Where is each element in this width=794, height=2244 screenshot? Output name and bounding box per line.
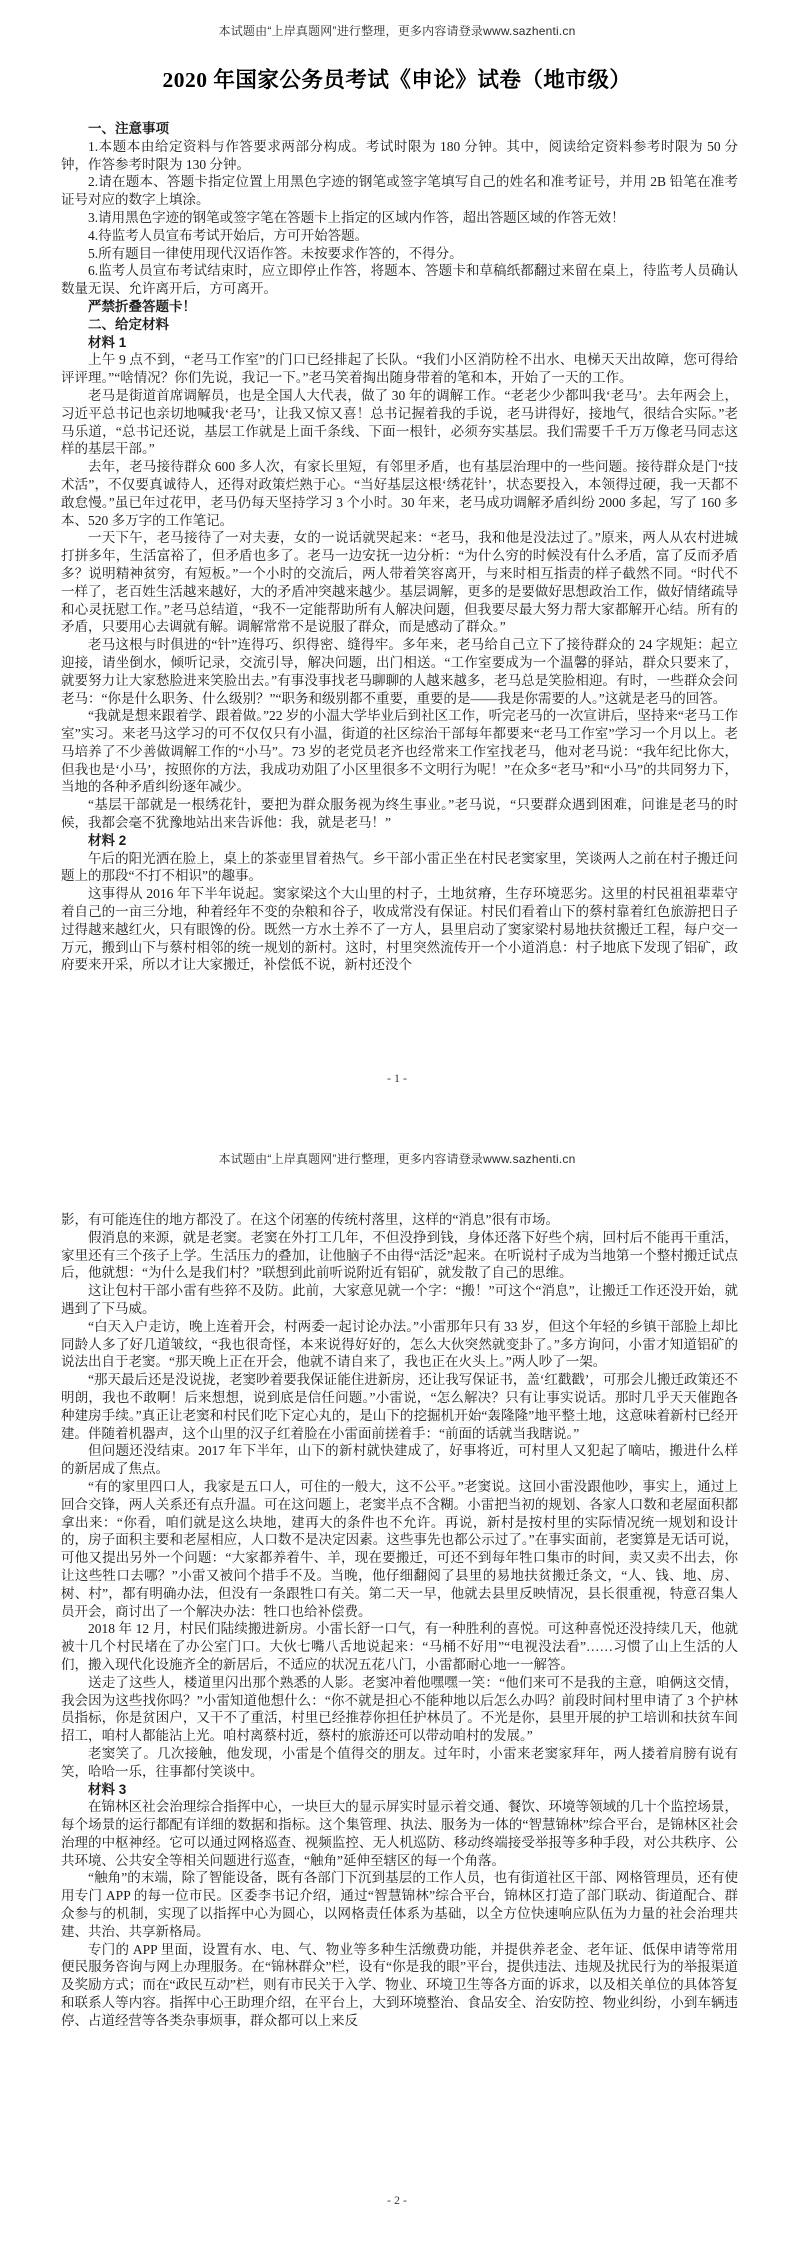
material-2-label: 材料 2 bbox=[88, 832, 127, 848]
material-3-para: 专门的 APP 里面，设置有水、电、气、物业等多种生活缴费功能，并提供养老金、老年证、低保申请等常用便民服务咨询与网上办理服务。在“锦林群众”栏，设有“你是我的眼”平台，提供违法、违规及扰民行为的举报渠道及奖励方式；而在“政民互动”栏，则有市民关于入学、物业、环境卫生等各方面的诉求，以及相关单位的具体答复和联系人等内容。指挥中心王助理介绍，在平台上，大到环境整治、食品安全、治安防控、物业纠纷，小到车辆违停、占道经营等各类杂事烦事，群众都可以上来反 bbox=[61, 1941, 738, 2028]
page-2-number: - 2 - bbox=[387, 2193, 407, 2207]
page-2-body bbox=[61, 1211, 738, 2161]
notice-item-3: 3.请用黑色字迹的钢笔或签字笔在答题卡上指定的区域内作答，超出答题区域的作答无效！ bbox=[88, 209, 625, 225]
page-1-number: - 1 - bbox=[387, 1071, 407, 1085]
notice-item-5: 5.所有题目一律使用现代汉语作答。未按要求作答的，不得分。 bbox=[88, 245, 463, 261]
notice-heading: 一、注意事项 bbox=[88, 121, 169, 136]
page-1-body bbox=[61, 120, 738, 1062]
material-2-para: 老窦笑了。几次接触，他发现，小雷是个值得交的朋友。过年时，小雷来老窦家拜年，两人搂着肩膀有说有笑，哈哈一乐，往事都付笑谈中。 bbox=[61, 1745, 738, 1779]
material-2-para: 这让包村干部小雷有些猝不及防。此前，大家意见就一个字：“搬！”可这个“消息”，让搬迁工作还没开始，就遇到了下马威。 bbox=[61, 1283, 738, 1316]
material-2-para: 假消息的来源，就是老窦。老窦在外打工几年，不但没挣到钱，身体还落下好些个病，回村后不能再干重活，家里还有三个孩子上学。生活压力的叠加，让他脑子不由得“活泛”起来。在听说村子成为当地第一个整村搬迁试点后，他就想：“为什么是我们村？”联想到此前听说附近有铝矿，就发散了自己的思维。 bbox=[61, 1229, 738, 1281]
material-2-para: 这事得从 2016 年下半年说起。窦家梁这个大山里的村子，土地贫瘠，生存环境恶劣。这里的村民祖祖辈辈守着自己的一亩三分地，种着经年不变的杂粮和谷子，收成常没有保证。村民们看着山下的蔡村靠着红色旅游把日子过得越来越红火，只有眼馋的份。既然一方水土养不了一方人，县里启动了窦家梁村易地扶贫搬迁工程，每户交一万元，搬到山下与蔡村相邻的统一规划的新村。这时，村里突然流传开一个小道消息：村子地底下发现了铝矿，政府要来开采，所以才让大家搬迁，补偿低不说，新村还没个 bbox=[61, 886, 738, 973]
page-2 bbox=[0, 1122, 794, 2244]
material-1-para: 上午 9 点不到，“老马工作室”的门口已经排起了长队。“我们小区消防栓不出水、电梯天天出故障，您可得给评评理。”“啥情况？你们先说，我记一下。”老马笑着掏出随身带着的笔和本，开始了一天的工作。 bbox=[61, 352, 738, 386]
material-2-para: 送走了这些人，楼道里闪出那个熟悉的人影。老窦冲着他嘿嘿一笑：“他们来可不是我的主意，咱俩这交情，我会因为这些找你吗？”小雷知道他想什么：“你不就是担心不能种地以后怎么办吗？前段时间村里申请了 3 个护林员指标，你是贫困户，又干不了重活，村里已经推荐你担任护林员了。不光是你，县里开展的护工培训和扶贫车间招工，咱村人都能沾上光。咱村离蔡村近，蔡村的旅游还可以带动咱村的发展。” bbox=[61, 1674, 738, 1744]
material-3-para: “触角”的末端，除了智能设备，既有各部门下沉到基层的工作人员，也有街道社区干部、网格管理员，还有使用专门 APP 的每一位市民。区委李书记介绍，通过“智慧锦林”综合平台，锦林区打造了部门联动、街道配合、群众参与的机制，实现了以指挥中心为圆心，以网格责任体系为基础，以全方位快速响应队伍为力量的社会治理共建、共治、共享新格局。 bbox=[61, 1870, 738, 1939]
materials-heading: 二、给定材料 bbox=[88, 316, 169, 332]
warning-line: 严禁折叠答题卡！ bbox=[88, 298, 196, 314]
watermark-header-2: 本试题由“上岸真题网”进行整理，更多内容请登录www.sazhenti.cn bbox=[218, 1152, 576, 1166]
material-2-para-continued: 影，有可能连住的地方都没了。在这个闭塞的传统村落里，这样的“消息”很有市场。 bbox=[61, 1212, 559, 1227]
material-2-para: 但问题还没结束。2017 年下半年，山下的新村就快建成了，好事将近，可村里人又犯起了嘀咕，搬进什么样的新居成了焦点。 bbox=[61, 1443, 738, 1477]
material-2-para: “白天入户走访，晚上连着开会，村两委一起讨论办法。”小雷那年只有 33 岁，但这个年轻的乡镇干部脸上却比同龄人多了好几道皱纹，“我也很奇怪，本来说得好好的，怎么大伙突然就变卦了。”多方询问，小雷才知道铝矿的说法出自于老窦。“那天晚上正在开会，他就不请自来了，我也正在火头上。”两人吵了一架。 bbox=[61, 1318, 738, 1370]
material-2-para: “那天最后还是没说拢，老窦吵着要我保证能住进新房，还让我写保证书，盖‘红戳戳’，可那会儿搬迁政策还不明朗，我也不敢啊！后来想想，说到底是信任问题。”小雷说，“怎么解决？只有让事实说话。那时几乎天天催跑各种建房手续。”真正让老窦和村民们吃下定心丸的，是山下的挖掘机开始“轰隆隆”地平整土地，这意味着新村已经开建。伴随着机器声，这个山里的汉子红着脸在小雷面前搓着手：“前面的话就当我瞎说。” bbox=[61, 1372, 738, 1441]
material-2-para: “有的家里四口人，我家是五口人，可住的一般大，这不公平。”老窦说。这回小雷没跟他吵，事实上，通过上回合交锋，两人关系还有点升温。可在这问题上，老窦半点不含糊。小雷把当初的规划、各家人口数和老屋面积都拿出来：“你看，咱们就是这么块地，建再大的条件也不允许。再说，新村是按村里的实际情况统一规划和设计的，房子面积主要和老屋相应，人口数不是决定因素。这些事先也都公示过了。”在事实面前，老窦算是无话可说，可他又提出另外一个问题：“大家都养着牛、羊，现在要搬迁，可还不到每年牲口集市的时间，卖又卖不出去，你让这些牲口去哪？”小雷又被问个措手不及。当晚，他仔细翻阅了县里的易地扶贫搬迁条文，“人、钱、地、房、树、村”，都有明确办法，但没有一条跟牲口有关。第二天一早，他就去县里反映情况，县长很重视，特意召集人员开会，商讨出了一个解决办法：牲口也给补偿费。 bbox=[61, 1478, 738, 1619]
material-1-para: 去年，老马接待群众 600 多人次，有家长里短，有邻里矛盾，也有基层治理中的一些问题。接待群众是门“技术活”，不仅要真诚待人，还得对政策烂熟于心。“当好基层这根‘绣花针’，状态要投入，本领得过硬，我一天都不敢怠慢。”虽已年过花甲，老马仍每天坚持学习 3 个小时。30 年来，老马成功调解矛盾纠纷 2000 多起，写了 160 多本、520 多万字的工作笔记。 bbox=[61, 459, 738, 528]
material-1-label: 材料 1 bbox=[88, 334, 127, 350]
watermark-header: 本试题由“上岸真题网”进行整理，更多内容请登录www.sazhenti.cn bbox=[218, 24, 576, 38]
material-1-para: 一天下午，老马接待了一对夫妻，女的一说话就哭起来：“老马，我和他是没法过了。”原来，两人从农村进城打拼多年，生活富裕了，但矛盾也多了。老马一边安抚一边分析：“为什么穷的时候没有什么矛盾，富了反而矛盾多？说明精神贫穷，有短板。”一个小时的交流后，两人带着笑容离开，与来时相互指责的样子截然不同。“时代不一样了，老百姓生活越来越好，大的矛盾冲突越来越少。基层调解，更多的是要做好思想政治工作，做好情绪疏导和心灵抚慰工作。”老马总结道，“我不一定能帮助所有人解决问题，但我要尽最大努力帮大家都解开心结。所有的矛盾，只要用心去调就有解。调解常常不是说服了群众，而是感动了群众。” bbox=[61, 530, 738, 635]
material-1-para: “我就是想来跟着学、跟着做。”22 岁的小温大学毕业后到社区工作，听完老马的一次宣讲后，坚持来“老马工作室”实习。来老马这学习的可不仅仅只有小温，街道的社区综治干部每年都要来“老马工作室”学习一个月以上。老马培养了不少善做调解工作的“小马”。73 岁的老党员老齐也经常来工作室找老马，他对老马说：“我年纪比你大，但我也是‘小马’，按照你的方法，我成功劝阻了小区里很多不文明行为呢！”在众多“老马”和“小马”的共同努力下，当地的各种矛盾纠纷逐年减少。 bbox=[61, 708, 738, 795]
notice-item-4: 4.待监考人员宣布考试开始后，方可开始答题。 bbox=[88, 227, 369, 243]
document-title: 2020 年国家公务员考试《申论》试卷（地市级） bbox=[162, 68, 632, 92]
notice-item-2: 2.请在题本、答题卡指定位置上用黑色字迹的钢笔或签字笔填写自己的姓名和准考证号，并用 2B 铅笔在准考证号对应的数字上填涂。 bbox=[61, 174, 738, 208]
material-1-para: 老马是街道首席调解员，也是全国人大代表，做了 30 年的调解工作。“老老少少都叫我‘老马’。去年两会上，习近平总书记也亲切地喊我‘老马’，让我又惊又喜！总书记握着我的手说，老马讲得好，接地气，很结合实际。”老马乐道，“总书记还说，基层工作就是上面千条线、下面一根针，必须夯实基层。我们需要千千万万像老马同志这样的基层干部。” bbox=[61, 387, 738, 457]
material-3-para: 在锦林区社会治理综合指挥中心，一块巨大的显示屏实时显示着交通、餐饮、环境等领域的几十个监控场景，每个场景的运行都配有详细的数据和指标。这个集管理、执法、服务为一体的“智慧锦林”综合平台，是锦林区社会治理的中枢神经。它可以通过网格巡查、视频监控、无人机巡防、移动终端接受举报等多种手段，对公共秩序、公共环境、公共安全等相关问题进行巡查，“触角”延伸至辖区的每一个角落。 bbox=[61, 1799, 738, 1868]
material-2-para: 2018 年 12 月，村民们陆续搬进新房。小雷长舒一口气，有一种胜利的喜悦。可这种喜悦还没持续几天，他就被十几个村民堵在了办公室门口。大伙七嘴八舌地说起来：“马桶不好用”“电视没法看”……习惯了山上生活的人们，搬入现代化设施齐全的新居后，不适应的状况五花八门，小雷都耐心地一一解答。 bbox=[61, 1621, 738, 1672]
notice-item-1: 1.本题本由给定资料与作答要求两部分构成。考试时限为 180 分钟。其中，阅读给定资料参考时限为 50 分钟，作答参考时限为 130 分钟。 bbox=[61, 138, 738, 172]
material-1-para: “基层干部就是一根绣花针，要把为群众服务视为终生事业。”老马说，“只要群众遇到困难，问谁是老马的时候，我都会毫不犹豫地站出来告诉他：我，就是老马！” bbox=[61, 797, 738, 831]
material-2-para: 午后的阳光洒在脸上，桌上的茶壶里冒着热气。乡干部小雷正坐在村民老窦家里，笑谈两人之前在村子搬迁问题上的那段“不打不相识”的趣事。 bbox=[61, 850, 738, 884]
material-3-label: 材料 3 bbox=[88, 1781, 127, 1797]
material-1-para: 老马这根与时俱进的“针”连得巧、织得密、缝得牢。多年来，老马给自己立下了接待群众的 24 字规矩：起立迎接，请坐倒水，倾听记录，交流引导，解决问题，出门相送。“工作室要成为一个温馨的驿站，群众只要来了，就要努力让大家愁脸进来笑脸出去。”有事没事找老马聊聊的人越来越多，老马总是笑脸相迎。有时，一些群众会问老马：“你是什么职务、什么级别？”“职务和级别都不重要，重要的是——我是你需要的人。”这就是老马的回答。 bbox=[61, 637, 738, 706]
notice-item-6: 6.监考人员宣布考试结束时，应立即停止作答，将题本、答题卡和草稿纸都翻过来留在桌上，待监考人员确认数量无误、允许离开后，方可离开。 bbox=[61, 263, 738, 297]
